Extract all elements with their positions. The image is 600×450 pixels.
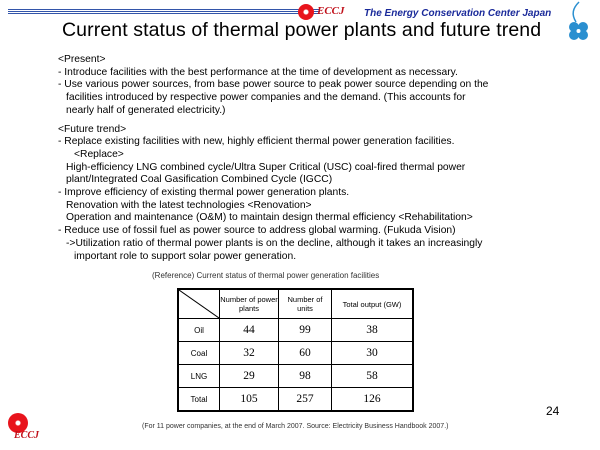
table-cell: 32 bbox=[220, 342, 279, 365]
reference-caption: (Reference) Current status of thermal power generation facilities bbox=[152, 271, 380, 280]
eccj-logo-icon bbox=[298, 4, 314, 20]
body-line: <Future trend> bbox=[58, 123, 127, 135]
body-line: Renovation with the latest technologies <Renovation> bbox=[66, 199, 312, 211]
table-cell: 58 bbox=[332, 365, 414, 388]
body-line: <Present> bbox=[58, 54, 106, 65]
header-logo-text: ECCJ bbox=[317, 5, 345, 17]
diagonal-line-icon bbox=[179, 290, 219, 318]
table-row bbox=[178, 342, 413, 365]
body-line: - Reduce use of fossil fuel as power source to address global warming. (Fukuda Vision) bbox=[58, 225, 456, 237]
table-cell: 60 bbox=[279, 342, 332, 365]
page-title: Current status of thermal power plants and future trend bbox=[62, 19, 542, 41]
body-line: High-efficiency LNG combined cycle/Ultra Super Critical (USC) coal-fired thermal power bbox=[66, 161, 466, 173]
footer-logo-text: ECCJ bbox=[14, 430, 40, 441]
header-units: Number of units bbox=[279, 289, 332, 319]
body-line: important role to support solar power generation. bbox=[74, 250, 297, 262]
body-line: facilities introduced by respective power companies and the demand. (This accounts for bbox=[66, 92, 466, 104]
table-cell: 105 bbox=[220, 388, 279, 412]
table-cell: 29 bbox=[220, 365, 279, 388]
table-cell: 98 bbox=[279, 365, 332, 388]
row-label: Coal bbox=[178, 342, 220, 365]
row-label: Oil bbox=[178, 319, 220, 342]
body-line: ->Utilization ratio of thermal power plants is on the decline, although it takes an increasingly bbox=[66, 237, 483, 249]
row-label: Total bbox=[178, 388, 220, 412]
table-cell: 126 bbox=[332, 388, 414, 412]
table-row bbox=[178, 319, 413, 342]
table-header-row bbox=[178, 289, 413, 319]
organization-name: The Energy Conservation Center Japan bbox=[364, 8, 552, 19]
body-line: - Improve efficiency of existing thermal power generation plants. bbox=[58, 187, 350, 199]
header-power-plants: Number of power plants bbox=[220, 289, 279, 319]
facilities-table bbox=[177, 288, 414, 412]
table-cell: 30 bbox=[332, 342, 414, 365]
body-line: - Introduce facilities with the best performance at the time of development as necessary. bbox=[58, 66, 458, 78]
table-cell: 257 bbox=[279, 388, 332, 412]
row-label: LNG bbox=[178, 365, 220, 388]
page-number: 24 bbox=[546, 404, 560, 418]
header-rule bbox=[8, 9, 320, 15]
body-text bbox=[58, 54, 558, 263]
body-line: plant/Integrated Coal Gasification Combined Cycle (IGCC) bbox=[66, 174, 333, 186]
body-line: <Replace> bbox=[74, 148, 124, 160]
body-line: nearly half of generated electricity.) bbox=[66, 104, 226, 116]
footnote: (For 11 power companies, at the end of March 2007. Source: Electricity Business Handbook 2007.) bbox=[142, 423, 449, 430]
clover-logo-icon bbox=[560, 0, 596, 50]
table-cell: 99 bbox=[279, 319, 332, 342]
table-cell: 38 bbox=[332, 319, 414, 342]
header-total-output: Total output (GW) bbox=[332, 289, 414, 319]
body-line: - Use various power sources, from base power source to peak power source depending on the bbox=[58, 79, 489, 91]
table-corner-cell bbox=[178, 289, 220, 319]
body-line: - Replace existing facilities with new, highly efficient thermal power generation facilities. bbox=[58, 136, 455, 148]
body-line: Operation and maintenance (O&M) to maintain design thermal efficiency <Rehabilitation> bbox=[66, 212, 473, 224]
table-cell: 44 bbox=[220, 319, 279, 342]
table-row bbox=[178, 365, 413, 388]
table-row bbox=[178, 388, 413, 412]
